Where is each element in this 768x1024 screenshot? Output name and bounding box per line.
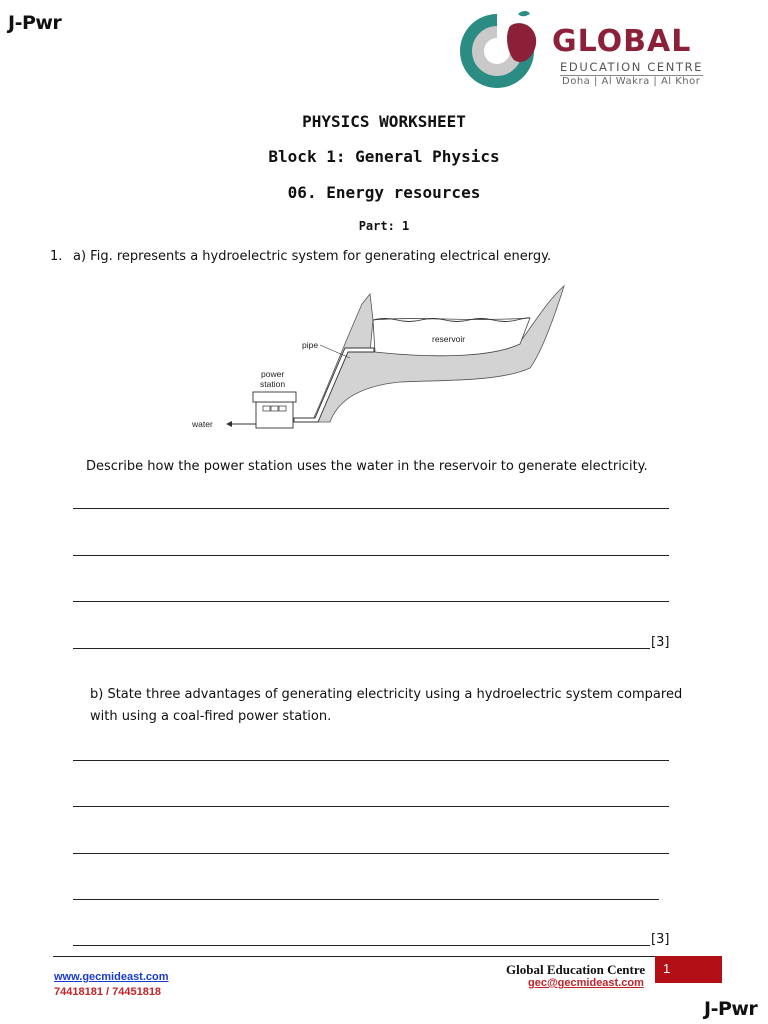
answer-line[interactable]: [73, 853, 669, 854]
worksheet-title: PHYSICS WORKSHEET: [302, 112, 466, 131]
logo-name: GLOBAL: [552, 24, 692, 59]
question-1a-text: a) Fig. represents a hydroelectric system for generating electrical energy.: [73, 249, 552, 264]
question-1b-text-line1: b) State three advantages of generating electricity using a hydroelectric system compared: [90, 687, 683, 702]
logo-emblem-icon: [452, 6, 542, 96]
reservoir-label: reservoir: [432, 334, 466, 344]
answer-line[interactable]: [73, 945, 650, 946]
footer-divider: [53, 956, 655, 957]
part-label: Part: 1: [358, 219, 410, 233]
logo-locations: Doha | Al Wakra | Al Khor: [562, 76, 701, 87]
page-number: 1: [663, 961, 671, 976]
answer-line[interactable]: [73, 508, 669, 509]
global-education-logo: [452, 6, 742, 96]
footer-website-link[interactable]: www.gecmideast.com: [54, 971, 169, 983]
question-1a-prompt: Describe how the power station uses the water in the reservoir to generate electricity.: [86, 459, 648, 474]
topic-title: 06. Energy resources: [287, 183, 481, 202]
answer-line[interactable]: [73, 601, 669, 602]
footer-phone: 74418181 / 74451818: [54, 986, 162, 998]
answer-line[interactable]: [73, 806, 669, 807]
answer-line[interactable]: [73, 760, 669, 761]
footer-organization: Global Education Centre: [506, 962, 646, 977]
logo-subtitle: EDUCATION CENTRE: [560, 60, 704, 74]
power-station-label-line1: power: [261, 369, 285, 379]
watermark-logo-bottom: J-Pwr: [704, 998, 758, 1020]
footer-email-link[interactable]: gec@gecmideast.com: [528, 977, 644, 989]
water-label: water: [192, 419, 213, 429]
question-1b-text-line2: with using a coal-fired power station.: [90, 709, 332, 724]
answer-line[interactable]: [73, 899, 659, 900]
answer-line[interactable]: [73, 555, 669, 556]
hydroelectric-diagram: [190, 282, 580, 432]
marks-label-a: [3]: [651, 635, 670, 650]
answer-line[interactable]: [73, 648, 650, 649]
marks-label-b: [3]: [651, 932, 670, 947]
watermark-logo-top: J-Pwr: [8, 12, 62, 34]
block-title: Block 1: General Physics: [268, 147, 500, 166]
pipe-label: pipe: [302, 340, 319, 350]
question-number: 1.: [50, 249, 63, 264]
power-station-label-line2: station: [260, 379, 286, 389]
page-number-badge: [655, 956, 722, 983]
